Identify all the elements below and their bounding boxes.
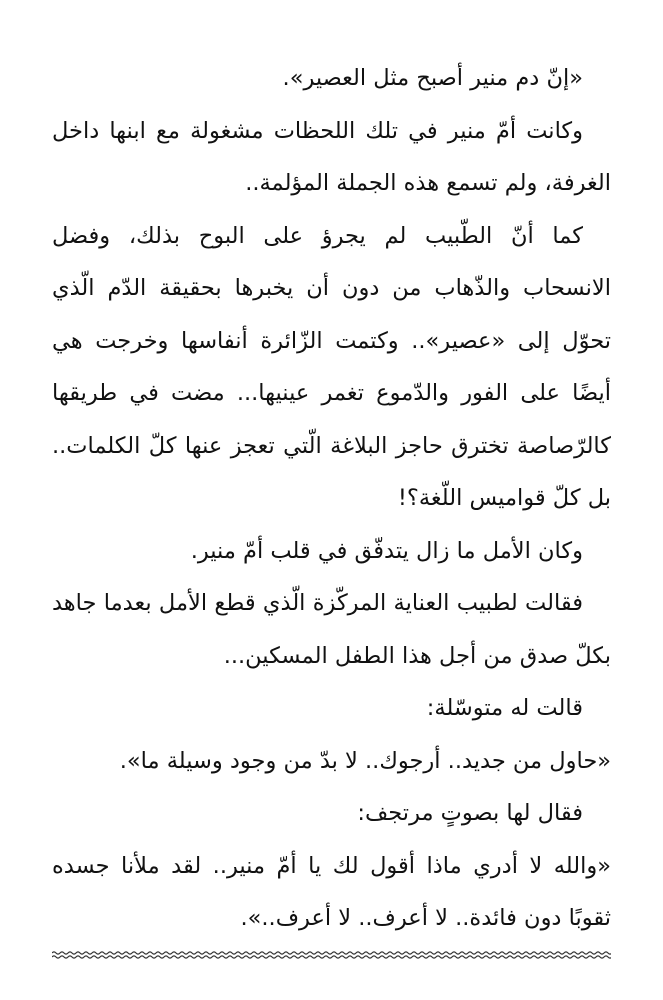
paragraph-7: «حاول من جديد.. أرجوك.. لا بدّ من وجود وسيلة ما». — [119, 747, 611, 774]
wavy-line-icon — [52, 948, 611, 962]
wavy-divider — [52, 948, 611, 962]
paragraph-8: فقال لها بصوتٍ مرتجف: — [357, 800, 583, 826]
paragraph-4: وكان الأمل ما زال يتدفّق في قلب أمّ منير. — [190, 537, 583, 564]
paragraph-1: «إنّ دم منير أصبح مثل العصير». — [282, 65, 583, 91]
paragraph-2: وكانت أمّ منير في تلك اللحظات مشغولة مع ابنها داخل الغرفة، ولم تسمع هذه الجملة المؤلمة.. — [52, 117, 611, 196]
paragraph-6: قالت له متوسّلة: — [426, 695, 583, 721]
paragraph-3: كما أنّ الطّبيب لم يجرؤ على البوح بذلك، وفضل الانسحاب والذّهاب من دون أن يخبرها بحقيقة الدّم الّذي تحوّل إلى «عصير».. وكتمت الزّائرة أنفاسها وخرجت هي أيضًا على الفور والدّموع تغمر عينيها... مضت في طريقها كالرّصاصة تخترق حاجز البلاغة الّتي تعجز عنها كلّ الكلمات.. بل كلّ قواميس اللّغة؟! — [52, 222, 611, 511]
paragraph-9: «والله لا أدري ماذا أقول لك يا أمّ منير.. لقد ملأنا جسده ثقوبًا دون فائدة.. لا أعرف.. لا أعرف..». — [52, 852, 611, 931]
paragraph-5: فقالت لطبيب العناية المركّزة الّذي قطع الأمل بعدما جاهد بكلّ صدق من أجل هذا الطفل المسكين... — [52, 590, 611, 669]
body-text — [52, 52, 611, 945]
